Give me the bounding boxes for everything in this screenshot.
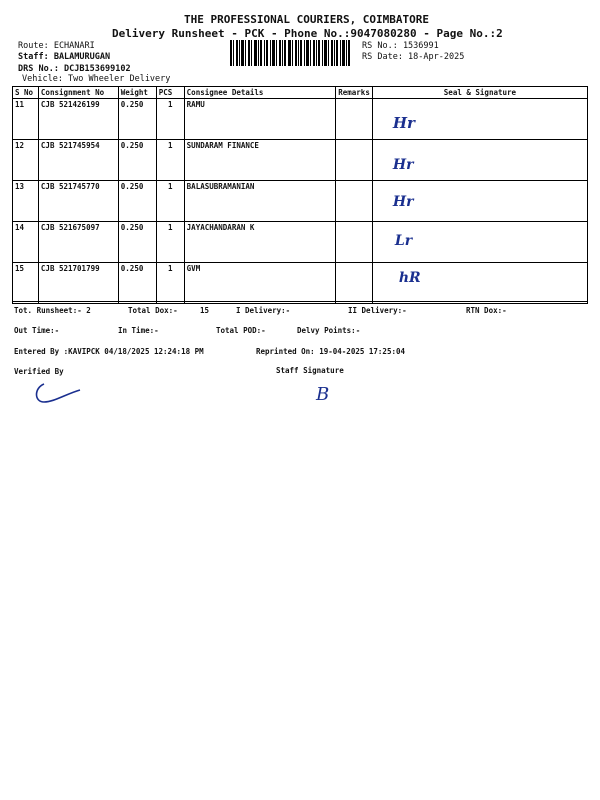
rtn-dox: RTN Dox:- [466, 306, 507, 315]
row-pcs: 1 [156, 222, 184, 263]
staff: Staff: BALAMURUGAN [18, 52, 111, 62]
total-dox-value: 15 [200, 306, 210, 315]
table-header-row [13, 87, 588, 99]
row-weight: 0.250 [118, 140, 156, 181]
col-consignee: Consignee Details [184, 87, 336, 99]
delvy-points: Delvy Points:- [297, 326, 361, 335]
row-sno: 12 [13, 140, 39, 181]
col-consignment: Consignment No [38, 87, 118, 99]
runsheet-subtitle: Delivery Runsheet - PCK - Phone No.:9047080280 - Page No.:2 [112, 27, 503, 40]
row-weight: 0.250 [118, 181, 156, 222]
row-signature [372, 181, 587, 222]
row-remarks [336, 222, 373, 263]
rs-date: RS Date: 18-Apr-2025 [362, 52, 465, 62]
row-pcs: 1 [156, 263, 184, 304]
company-title: THE PROFESSIONAL COURIERS, COIMBATORE [184, 13, 430, 26]
row-consignee: RAMU [184, 99, 336, 140]
row-pcs: 1 [156, 99, 184, 140]
entered-by: Entered By :KAVIPCK 04/18/2025 12:24:18 PM [14, 347, 204, 356]
row-weight: 0.250 [118, 99, 156, 140]
drs-number: DRS No.: DCJB153699102 [18, 64, 131, 74]
row-consignment: CJB 521745954 [38, 140, 118, 181]
row-remarks [336, 99, 373, 140]
staff-signature-mark: B [316, 384, 330, 405]
staff-signature-label: Staff Signature [276, 366, 344, 375]
signature-mark: hR [398, 270, 421, 286]
row-signature [372, 140, 587, 181]
row-pcs: 1 [156, 140, 184, 181]
vehicle: Vehicle: Two Wheeler Delivery [22, 74, 171, 84]
table-row [13, 99, 588, 140]
row-weight: 0.250 [118, 222, 156, 263]
row-consignment: CJB 521426199 [38, 99, 118, 140]
table-row [13, 263, 588, 304]
total-pod: Total POD:- [216, 326, 266, 335]
row-signature [372, 99, 587, 140]
col-seal-signature: Seal & Signature [372, 87, 587, 99]
row-signature [372, 263, 587, 304]
verifier-signature [30, 378, 90, 408]
row-consignment: CJB 521701799 [38, 263, 118, 304]
ii-delivery: II Delivery:- [348, 306, 407, 315]
rs-number: RS No.: 1536991 [362, 41, 439, 51]
row-remarks [336, 140, 373, 181]
out-time: Out Time:- [14, 326, 60, 335]
col-weight: Weight [118, 87, 156, 99]
runsheet-table [12, 86, 588, 304]
row-consignee: GVM [184, 263, 336, 304]
row-consignment: CJB 521745770 [38, 181, 118, 222]
in-time: In Time:- [118, 326, 159, 335]
row-consignee: JAYACHANDARAN K [184, 222, 336, 263]
signature-mark: Hr [392, 157, 414, 173]
table-row [13, 181, 588, 222]
row-remarks [336, 263, 373, 304]
verified-by: Verified By [14, 367, 64, 376]
total-dox-label: Total Dox:- [128, 306, 178, 315]
row-consignee: BALASUBRAMANIAN [184, 181, 336, 222]
row-pcs: 1 [156, 181, 184, 222]
row-sno: 14 [13, 222, 39, 263]
col-pcs: PCS [156, 87, 184, 99]
row-weight: 0.250 [118, 263, 156, 304]
i-delivery: I Delivery:- [236, 306, 291, 315]
table-row [13, 222, 588, 263]
row-consignee: SUNDARAM FINANCE [184, 140, 336, 181]
reprinted-on: Reprinted On: 19-04-2025 17:25:04 [256, 347, 406, 356]
totals-divider [12, 301, 588, 302]
signature-mark: Hr [392, 194, 414, 210]
row-remarks [336, 181, 373, 222]
row-sno: 11 [13, 99, 39, 140]
signature-mark: Lr [394, 233, 413, 249]
row-consignment: CJB 521675097 [38, 222, 118, 263]
route: Route: ECHANARI [18, 41, 95, 51]
row-signature [372, 222, 587, 263]
row-sno: 15 [13, 263, 39, 304]
barcode [230, 40, 350, 66]
table-row [13, 140, 588, 181]
tot-runsheet: Tot. Runsheet:- 2 [14, 306, 91, 315]
col-sno: S No [13, 87, 39, 99]
col-remarks: Remarks [336, 87, 373, 99]
row-sno: 13 [13, 181, 39, 222]
signature-mark: Hr [392, 114, 415, 132]
